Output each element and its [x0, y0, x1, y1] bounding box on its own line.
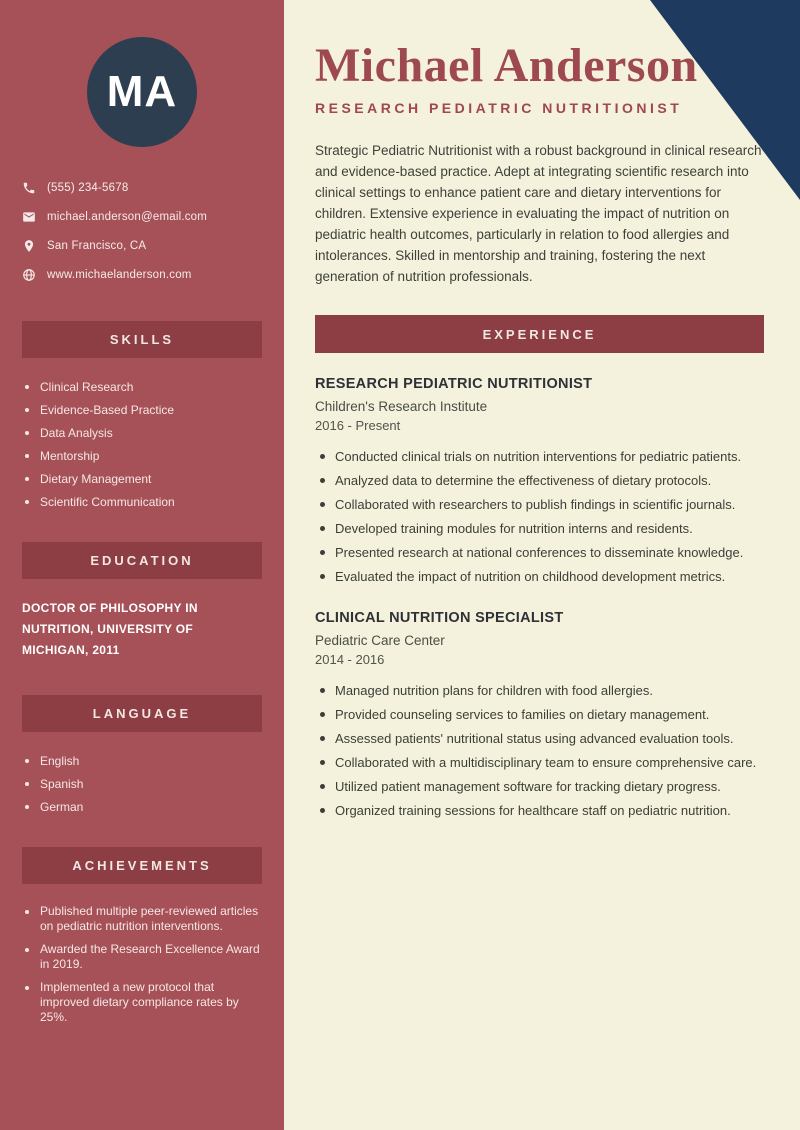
experience-bullet: Provided counseling services to families on dietary management.	[315, 706, 764, 723]
contact-row-phone	[22, 180, 262, 196]
experience-bullet: Utilized patient management software for tracking dietary progress.	[315, 778, 764, 795]
language-item: German	[22, 799, 262, 815]
language-item: English	[22, 753, 262, 769]
skill-item: Evidence-Based Practice	[22, 402, 262, 418]
corner-triangle-decoration	[650, 0, 800, 200]
skills-section-header	[22, 321, 262, 358]
experience-bullet: Conducted clinical trials on nutrition interventions for pediatric patients.	[315, 448, 764, 465]
skills-list	[22, 379, 262, 510]
job-dates: 2014 - 2016	[315, 652, 385, 667]
experience-bullet: Collaborated with researchers to publish findings in scientific journals.	[315, 496, 764, 513]
phone-icon	[22, 181, 36, 195]
skill-item: Mentorship	[22, 448, 262, 464]
experience-bullet: Evaluated the impact of nutrition on childhood development metrics.	[315, 568, 764, 585]
experience-title: EXPERIENCE	[482, 326, 597, 342]
experience-bullet: Assessed patients' nutritional status using advanced evaluation tools.	[315, 730, 764, 747]
job-title: CLINICAL NUTRITION SPECIALIST	[315, 610, 564, 626]
email-icon	[22, 210, 36, 224]
sidebar	[0, 0, 284, 1130]
achievement-item: Implemented a new protocol that improved dietary compliance rates by 25%.	[22, 980, 262, 1025]
contact-phone-text: (555) 234-5678	[47, 182, 129, 194]
experience-entry	[315, 609, 764, 819]
language-title: LANGUAGE	[92, 706, 192, 721]
experience-bullet: Organized training sessions for healthcare staff on pediatric nutrition.	[315, 802, 764, 819]
achievements-list	[22, 904, 262, 1025]
skills-title: SKILLS	[109, 332, 175, 347]
contact-website-text: www.michaelanderson.com	[47, 269, 192, 281]
education-degree: DOCTOR OF PHILOSOPHY IN NUTRITION, UNIVERSITY OF MICHIGAN, 2011	[22, 601, 198, 657]
location-icon	[22, 239, 36, 253]
contact-list	[22, 180, 262, 283]
avatar-initials: MA	[106, 67, 178, 116]
achievements-title: ACHIEVEMENTS	[72, 858, 212, 873]
language-section-header	[22, 695, 262, 732]
education-section-header	[22, 542, 262, 579]
language-list	[22, 753, 262, 815]
job-title: RESEARCH PEDIATRIC NUTRITIONIST	[315, 376, 593, 392]
job-role-subtitle: RESEARCH PEDIATRIC NUTRITIONIST	[315, 100, 683, 116]
main-column	[284, 0, 800, 1130]
experience-bullet: Presented research at national conferences to disseminate knowledge.	[315, 544, 764, 561]
experience-bullet: Developed training modules for nutrition interns and residents.	[315, 520, 764, 537]
job-bullet-list	[315, 682, 764, 819]
skill-item: Data Analysis	[22, 425, 262, 441]
experience-section-header	[315, 315, 764, 353]
job-company: Children's Research Institute	[315, 399, 488, 414]
job-dates: 2016 - Present	[315, 418, 401, 433]
skill-item: Clinical Research	[22, 379, 262, 395]
contact-row-website	[22, 267, 262, 283]
page-title: Michael Anderson	[315, 39, 698, 92]
experience-bullet: Analyzed data to determine the effectiveness of dietary protocols.	[315, 472, 764, 489]
avatar	[87, 37, 197, 147]
experience-entry	[315, 375, 764, 585]
skill-item: Scientific Communication	[22, 494, 262, 510]
education-title: EDUCATION	[90, 553, 194, 568]
contact-row-email	[22, 209, 262, 225]
experience-bullet: Collaborated with a multidisciplinary team to ensure comprehensive care.	[315, 754, 764, 771]
skill-item: Dietary Management	[22, 471, 262, 487]
globe-icon	[22, 268, 36, 282]
achievement-item: Published multiple peer-reviewed articles on pediatric nutrition interventions.	[22, 904, 262, 934]
summary-paragraph: Strategic Pediatric Nutritionist with a robust background in clinical research and evidence-based practice. Adept at integrating scientific research into clinical settings to enhance patient care and dietary interventions for children. Extensive experience in evaluating the impact of nutrition on pediatric health outcomes, particularly in relation to food allergies and intolerances. Skilled in mentorship and training, fostering the next generation of nutrition professionals.	[315, 143, 762, 284]
job-bullet-list	[315, 448, 764, 585]
job-company: Pediatric Care Center	[315, 633, 445, 648]
contact-location-text: San Francisco, CA	[47, 240, 147, 252]
language-item: Spanish	[22, 776, 262, 792]
achievement-item: Awarded the Research Excellence Award in 2019.	[22, 942, 262, 972]
achievements-section-header	[22, 847, 262, 884]
experience-bullet: Managed nutrition plans for children with food allergies.	[315, 682, 764, 699]
contact-row-location	[22, 238, 262, 254]
contact-email-text: michael.anderson@email.com	[47, 211, 208, 223]
